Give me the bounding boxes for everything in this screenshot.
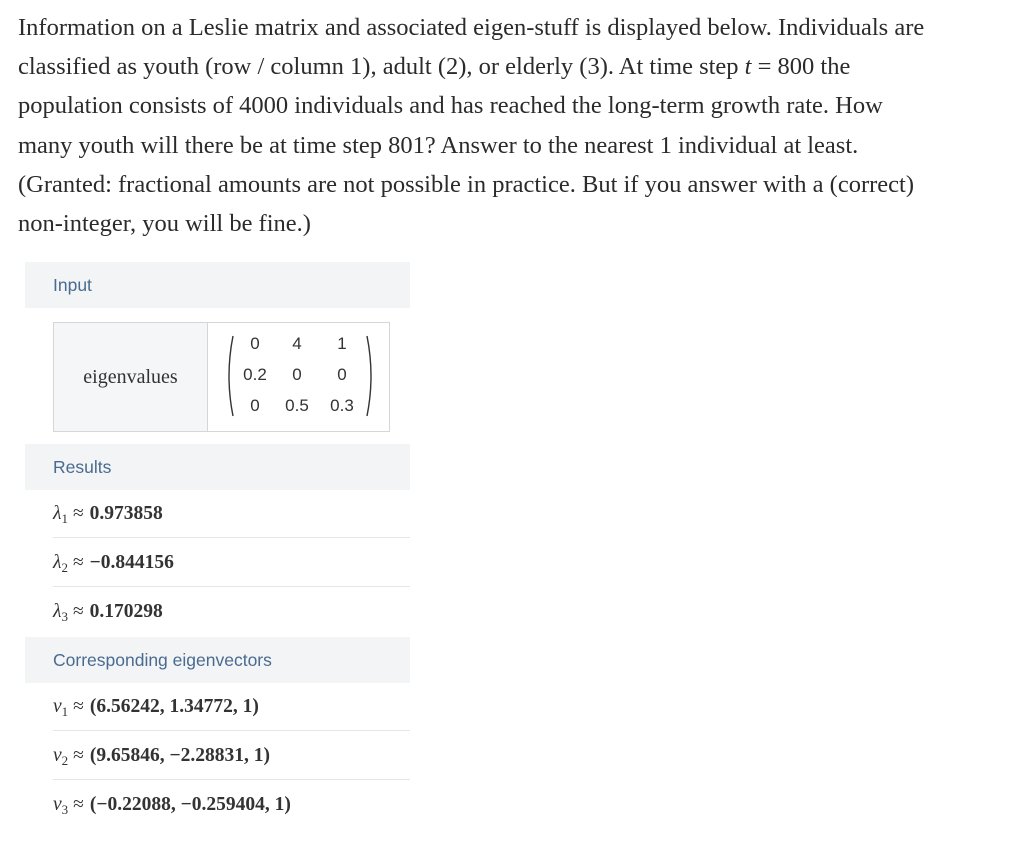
matrix-cell: 0 (250, 396, 260, 415)
vector-index: 3 (61, 802, 69, 817)
matrix-cell: 0.3 (330, 396, 354, 415)
question-text (18, 8, 1008, 243)
question-line-2a: classified as youth (row / column 1), adult (2), or elderly (3). At time step (18, 53, 745, 81)
approx-sign: ≈ (73, 744, 84, 766)
lambda-symbol: λ (53, 551, 62, 573)
eigenvector-row (53, 683, 410, 731)
question-line-5: (Granted: fractional amounts are not possible in practice. But if you answer with a (correct) (18, 170, 914, 198)
matrix-cell: 0.2 (243, 365, 267, 384)
question-line-2b: = 800 the (751, 53, 851, 81)
matrix-cell: 0 (292, 365, 302, 384)
eigenvalue-value: 0.973858 (89, 502, 163, 524)
eigenvalue-row (53, 588, 410, 636)
lambda-index: 3 (61, 609, 68, 624)
eigenvector-value: (−0.22088, −0.259404, 1) (89, 794, 291, 815)
vector-symbol: v (53, 794, 62, 815)
vector-index: 2 (61, 752, 69, 768)
results-pod-header: Results (25, 444, 410, 490)
left-paren-icon (224, 335, 234, 417)
input-pod-header: Input (25, 262, 410, 308)
vector-index: 1 (61, 703, 69, 719)
question-line-6: non-integer, you will be fine.) (18, 210, 311, 238)
right-paren-icon (366, 335, 376, 417)
approx-sign: ≈ (72, 601, 84, 622)
vector-symbol: v (53, 695, 62, 717)
matrix-cell: 1 (337, 334, 347, 353)
matrix-cell: 0.5 (285, 396, 309, 415)
matrix-cell: 0 (250, 334, 260, 353)
matrix-cell: 4 (292, 334, 302, 353)
question-line-2 (18, 47, 1008, 86)
lambda-symbol: λ (53, 601, 62, 622)
matrix-cell: 0 (337, 365, 347, 384)
eigenvalue-row (53, 539, 410, 587)
eigenvector-row (53, 781, 410, 829)
leslie-matrix (208, 323, 389, 431)
eigenvectors-pod-header: Corresponding eigenvectors (25, 637, 410, 683)
lambda-index: 1 (61, 510, 68, 526)
question-line-3: population consists of 4000 individuals and has reached the long-term growth rate. How (18, 92, 883, 120)
eigenvalue-value: −0.844156 (89, 551, 174, 573)
question-line-4: many youth will there be at time step 801? Answer to the nearest 1 individual at least. (18, 131, 859, 159)
vector-symbol: v (53, 744, 62, 766)
approx-sign: ≈ (73, 794, 84, 815)
question-line-1: Information on a Leslie matrix and associated eigen-stuff is displayed below. Individuals are (18, 14, 925, 41)
eigenvector-value: (6.56242, 1.34772, 1) (89, 695, 259, 717)
eigenvector-row (53, 732, 410, 780)
input-table (53, 322, 390, 432)
lambda-index: 2 (61, 559, 68, 575)
approx-sign: ≈ (72, 502, 84, 524)
wolfram-result-panel (25, 262, 410, 857)
input-label: eigenvalues (54, 323, 208, 431)
approx-sign: ≈ (73, 695, 84, 717)
time-variable: t (744, 53, 752, 81)
eigenvalue-row (53, 490, 410, 538)
lambda-symbol: λ (53, 502, 62, 524)
approx-sign: ≈ (72, 551, 84, 573)
eigenvector-value: (9.65846, −2.28831, 1) (89, 744, 270, 766)
eigenvalue-value: 0.170298 (89, 601, 163, 622)
